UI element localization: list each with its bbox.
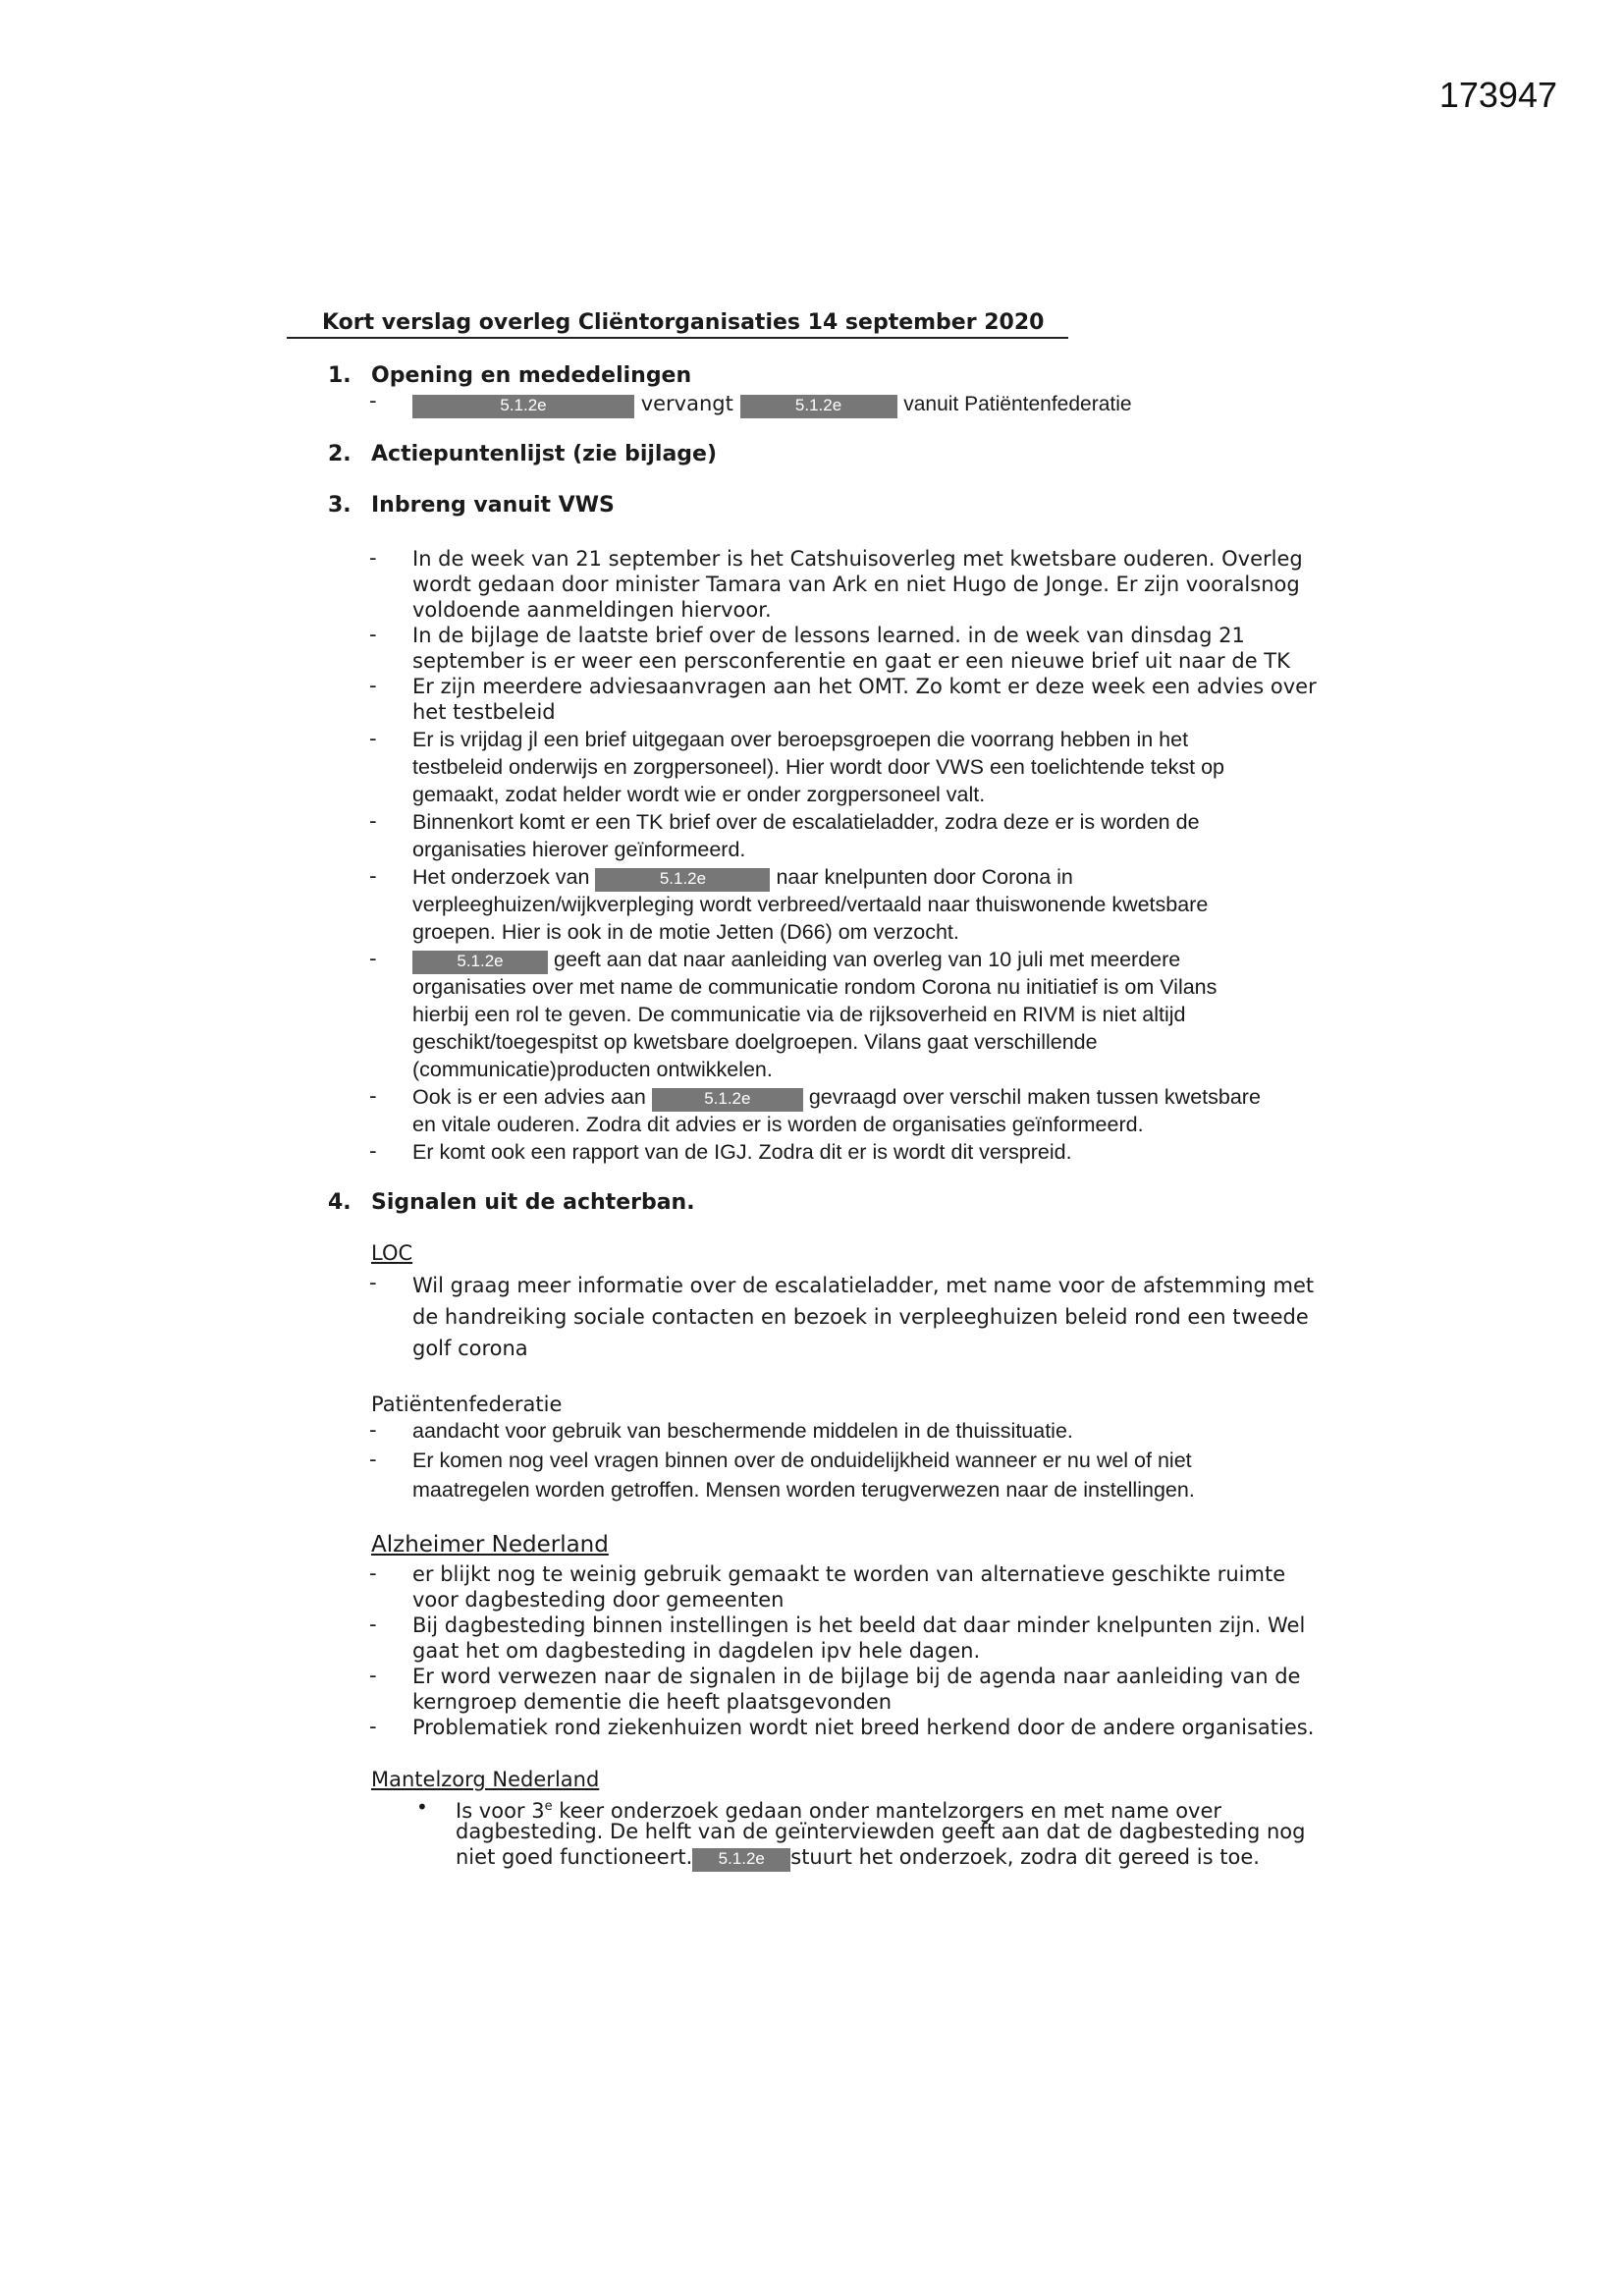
vws-line: 5.1.2e geeft aan dat naar aanleiding van overleg van 10 juli met meerdere: [412, 947, 1180, 974]
vws-line: en vitale ouderen. Zodra dit advies er is worden de organisaties geïnformeerd.: [412, 1113, 1144, 1136]
redaction-box: 5.1.2e: [412, 395, 634, 418]
vws-line: Ook is er een advies aan 5.1.2e gevraagd over verschil maken tussen kwetsbare: [412, 1084, 1261, 1112]
az-line: Bij dagbesteding binnen instellingen is het beeld dat daar minder knelpunten zijn. Wel: [412, 1613, 1306, 1637]
redaction-box: 5.1.2e: [692, 1848, 790, 1872]
subheading-mantelzorg: Mantelzorg Nederland: [371, 1768, 600, 1791]
subheading-patientenfederatie: Patiëntenfederatie: [371, 1393, 563, 1416]
vws-line: Er zijn meerdere adviesaanvragen aan het OMT. Zo komt er deze week een advies over: [412, 675, 1317, 698]
vws-line: In de week van 21 september is het Catshuisoverleg met kwetsbare ouderen. Overleg: [412, 547, 1303, 571]
pf-line: maatregelen worden getroffen. Mensen worden terugverwezen naar de instellingen.: [412, 1478, 1195, 1502]
loc-line: Wil graag meer informatie over de escalatieladder, met name voor de afstemming met: [412, 1274, 1315, 1297]
pf-line: Er komen nog veel vragen binnen over de onduidelijkheid wanneer er nu wel of niet: [412, 1449, 1192, 1472]
vws-line: In de bijlage de laatste brief over de lessons learned. in de week van dinsdag 21: [412, 624, 1245, 647]
bullet: •: [416, 1795, 428, 1819]
az-line: er blijkt nog te weinig gebruik gemaakt te worden van alternatieve geschikte ruimte: [412, 1562, 1286, 1586]
vws-line: (communicatie)producten ontwikkelen.: [412, 1058, 773, 1081]
az-line: voor dagbesteding door gemeenten: [412, 1588, 785, 1612]
subheading-alzheimer: Alzheimer Nederland: [371, 1532, 609, 1558]
pf-line: aandacht voor gebruik van beschermende middelen in de thuissituatie.: [412, 1419, 1073, 1443]
section-heading-3: 3. Inbreng vanuit VWS: [328, 493, 615, 518]
vws-line: verpleeghuizen/wijkverpleging wordt verbreed/vertaald naar thuiswonende kwetsbare: [412, 893, 1209, 916]
dash: -: [369, 389, 377, 412]
vws-line: hierbij een rol te geven. De communicatie via de rijksoverheid en RIVM is niet altijd: [412, 1003, 1186, 1026]
az-line: Problematiek rond ziekenhuizen wordt niet breed herkend door de andere organisaties.: [412, 1716, 1315, 1739]
document-title: Kort verslag overleg Cliëntorganisaties 14 september 2020: [287, 310, 1068, 339]
az-line: kerngroep dementie die heeft plaatsgevonden: [412, 1690, 893, 1714]
vws-line: voldoende aanmeldingen hiervoor.: [412, 598, 772, 622]
vws-line: Binnenkort komt er een TK brief over de escalatieladder, zodra deze er is worden de: [412, 810, 1200, 834]
vws-line: wordt gedaan door minister Tamara van Ark en niet Hugo de Jonge. Er zijn vooralsnog: [412, 573, 1300, 596]
loc-line: de handreiking sociale contacten en bezoek in verpleeghuizen beleid rond een tweede: [412, 1305, 1309, 1329]
redaction-box: 5.1.2e: [412, 951, 548, 974]
subheading-loc: LOC: [371, 1241, 413, 1265]
az-line: Er word verwezen naar de signalen in de bijlage bij de agenda naar aanleiding van de: [412, 1665, 1301, 1688]
loc-line: golf corona: [412, 1337, 528, 1360]
vws-line: Het onderzoek van 5.1.2e naar knelpunten door Corona in: [412, 864, 1073, 892]
vws-line: het testbeleid: [412, 700, 556, 724]
section-heading-1: 1. Opening en mededelingen: [328, 363, 692, 388]
section-heading-4: 4. Signalen uit de achterban.: [328, 1190, 695, 1215]
vws-line: organisaties over met name de communicatie rondom Corona nu initiatief is om Vilans: [412, 975, 1218, 999]
vws-line: Er is vrijdag jl een brief uitgegaan over beroepsgroepen die voorrang hebben in het: [412, 728, 1189, 751]
document-number: 173947: [1438, 75, 1557, 115]
s1-line: 5.1.2e vervangt 5.1.2e vanuit Patiëntenfederatie: [412, 391, 1132, 418]
redaction-box: 5.1.2e: [595, 868, 770, 892]
vws-line: gemaakt, zodat helder wordt wie er onder zorgpersoneel valt.: [412, 783, 986, 806]
az-line: gaat het om dagbesteding in dagdelen ipv hele dagen.: [412, 1639, 981, 1663]
mz-line: dagbesteding. De helft van de geïnterviewden geeft aan dat de dagbesteding nog: [456, 1820, 1306, 1843]
vws-line: september is er weer een persconferentie en gaat er een nieuwe brief uit naar de TK: [412, 649, 1290, 673]
section-heading-2: 2. Actiepuntenlijst (zie bijlage): [328, 442, 718, 466]
mz-line: niet goed functioneert. 5.1.2e stuurt het onderzoek, zodra dit gereed is toe.: [456, 1844, 1260, 1872]
vws-line: testbeleid onderwijs en zorgpersoneel). Hier wordt door VWS een toelichtende tekst op: [412, 755, 1225, 779]
vws-line: groepen. Hier is ook in de motie Jetten (D66) om verzocht.: [412, 920, 959, 944]
vws-line: geschikt/toegespitst op kwetsbare doelgroepen. Vilans gaat verschillende: [412, 1030, 1098, 1054]
vws-line: Er komt ook een rapport van de IGJ. Zodra dit er is wordt dit verspreid.: [412, 1140, 1072, 1164]
redaction-box: 5.1.2e: [652, 1088, 803, 1112]
mz-line: Is voor 3e keer onderzoek gedaan onder mantelzorgers en met name over: [456, 1799, 1222, 1823]
redaction-box: 5.1.2e: [740, 395, 897, 418]
vws-line: organisaties hierover geïnformeerd.: [412, 838, 746, 861]
